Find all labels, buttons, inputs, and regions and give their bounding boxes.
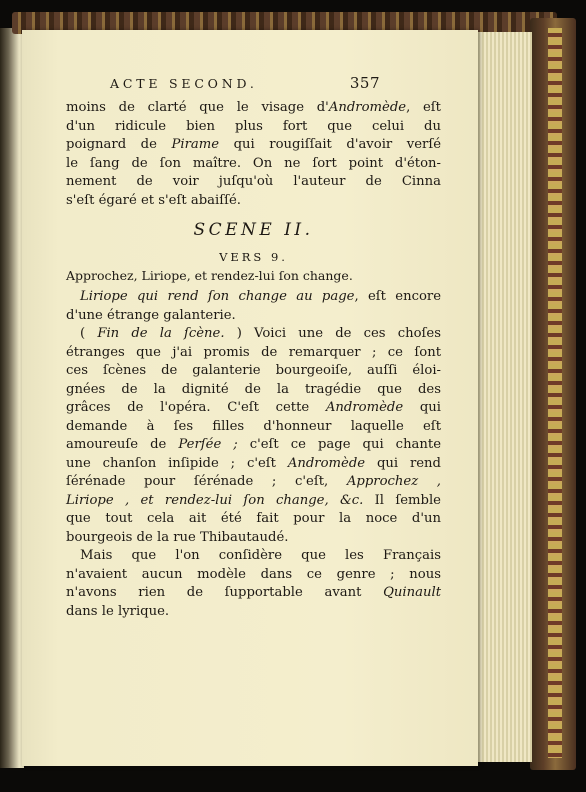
- scene-heading: SCENE II.: [193, 220, 314, 240]
- text-line: moins de clarté que le visage d'Andromède, eſt: [66, 100, 441, 115]
- text-line: demande à ſes filles d'honneur laquelle eſt: [66, 418, 441, 434]
- text-line: amoureuſe de Perſée ; c'eſt ce page qui chante: [66, 437, 442, 452]
- paragraph-commentary-4: [66, 547, 441, 621]
- text-line: une chanſon inſipide ; c'eſt Andromède qui rend: [66, 455, 441, 471]
- text-line: le ſang de ſon maître. On ne ſort point d'éton-: [66, 155, 441, 171]
- text-line: grâces de l'opéra. C'eſt cette Andromède qui: [66, 400, 441, 415]
- text-line: n'avons rien de ſupportable avant Quinault: [66, 585, 441, 600]
- gilt-decorated-edge: [548, 28, 562, 758]
- text-line: nement de voir juſqu'où l'auteur de Cinna: [66, 174, 441, 189]
- facing-page-edge: [0, 28, 24, 768]
- paragraph-commentary-2: [66, 288, 441, 325]
- text-line: d'une étrange galanterie.: [66, 307, 236, 323]
- page-block-edge: [470, 32, 532, 762]
- text-line: ces ſcènes de galanterie bourgeoiſe, auſſi éloi-: [66, 363, 441, 378]
- paragraph-commentary-1: [66, 99, 441, 210]
- text-line: ( Fin de la ſcène. ) Voici une de ces choſes: [80, 326, 441, 341]
- text-line: dans le lyrique.: [66, 603, 170, 619]
- text-line: Liriope , et rendez-lui ſon change, &c. Il ſemble: [66, 492, 441, 508]
- text-line: gnées de la dignité de la tragédie que des: [66, 381, 441, 397]
- quoted-verse: Approchez, Liriope, et rendez-lui ſon change.: [66, 268, 353, 283]
- text-line: d'un ridicule bien plus fort que celui du: [66, 118, 441, 134]
- text-line: bourgeois de la rue Thibautaudé.: [66, 529, 289, 545]
- page-header: [110, 74, 380, 96]
- paragraph-commentary-3: [66, 325, 441, 547]
- text-line: Liriope qui rend ſon change au page, eſt encore: [80, 289, 442, 304]
- text-line: que tout cela ait été fait pour la noce d'un: [66, 511, 441, 526]
- text-line: s'eſt égaré et s'eſt abaiſſé.: [66, 192, 241, 208]
- verse-reference: VERS 9.: [219, 250, 288, 264]
- page-number: 357: [349, 74, 380, 92]
- text-line: étranges que j'ai promis de remarquer ; ce ſont: [66, 344, 441, 360]
- text-line: poignard de Pirame qui rougiſſait d'avoir verſé: [66, 137, 442, 152]
- text-line: Mais que l'on conſidère que les Français: [80, 548, 441, 563]
- text-line: ſérénade pour ſérénade ; c'eſt, Approchez ,: [66, 474, 442, 489]
- text-line: n'avaient aucun modèle dans ce genre ; nous: [66, 566, 441, 582]
- page-body: [66, 99, 441, 621]
- running-title: ACTE SECOND.: [110, 76, 258, 91]
